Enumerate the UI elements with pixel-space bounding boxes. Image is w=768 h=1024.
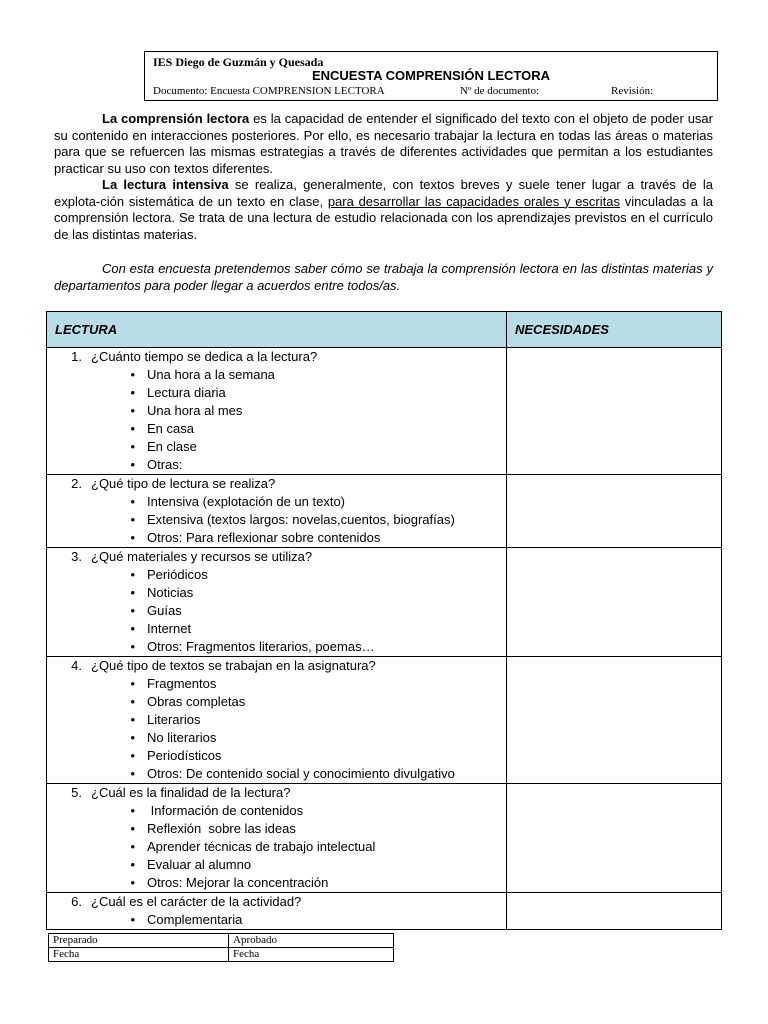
question-cell <box>47 548 507 657</box>
intro-paragraph-2 <box>54 177 713 243</box>
bullet-icon: • <box>130 912 135 927</box>
option-item <box>47 529 506 547</box>
intro-paragraph-3 <box>54 261 713 294</box>
document-title: ENCUESTA COMPRENSIÓN LECTORA <box>311 68 551 83</box>
bullet-icon: • <box>130 712 135 727</box>
option-text: En clase <box>147 439 197 454</box>
option-item <box>47 602 506 620</box>
question-number: 1. <box>71 349 82 364</box>
option-item <box>47 620 506 638</box>
question-number: 4. <box>71 658 82 673</box>
bullet-icon: • <box>130 748 135 763</box>
bullet-icon: • <box>130 603 135 618</box>
bullet-icon: • <box>130 821 135 836</box>
question-row <box>47 657 722 784</box>
option-text: Intensiva (explotación de un texto) <box>147 494 346 509</box>
bullet-icon: • <box>130 694 135 709</box>
bullet-icon: • <box>130 567 135 582</box>
option-text: Internet <box>147 621 192 636</box>
question-number: 3. <box>71 549 82 564</box>
prepared-date-label: Fecha <box>49 948 229 962</box>
bullet-icon: • <box>130 766 135 781</box>
bullet-icon: • <box>130 803 135 818</box>
option-item <box>47 366 506 384</box>
option-item <box>47 729 506 747</box>
option-text: Otras: <box>147 457 183 472</box>
question-cell <box>47 475 507 548</box>
option-text: Literarios <box>147 712 201 727</box>
option-text: Noticias <box>147 585 194 600</box>
intro-p2-underline: para desarrollar las capacidades orales y escritas <box>327 193 620 209</box>
option-text: Periódicos <box>147 567 208 582</box>
option-item <box>47 711 506 729</box>
option-item <box>47 493 506 511</box>
option-item <box>47 693 506 711</box>
question-row <box>47 784 722 893</box>
survey-table <box>46 311 722 930</box>
option-text: Obras completas <box>147 694 246 709</box>
question-text: ¿Qué materiales y recursos se utiliza? <box>91 549 313 564</box>
option-item <box>47 584 506 602</box>
option-text: Aprender técnicas de trabajo intelectual <box>147 839 376 854</box>
option-item <box>47 838 506 856</box>
option-item <box>47 438 506 456</box>
option-text: No literarios <box>147 730 217 745</box>
bullet-icon: • <box>130 530 135 545</box>
necesidades-header: NECESIDADES <box>507 312 722 348</box>
bullet-icon: • <box>130 875 135 890</box>
bullet-icon: • <box>130 512 135 527</box>
question-line <box>47 784 506 802</box>
necesidades-cell[interactable] <box>507 893 722 930</box>
question-number: 5. <box>71 785 82 800</box>
bullet-icon: • <box>130 367 135 382</box>
option-text: Guías <box>147 603 182 618</box>
intro-paragraph-1 <box>54 111 713 177</box>
question-row <box>47 348 722 475</box>
option-item <box>47 747 506 765</box>
option-text: Lectura diaria <box>147 385 226 400</box>
bullet-icon: • <box>130 585 135 600</box>
option-item <box>47 420 506 438</box>
bullet-icon: • <box>130 403 135 418</box>
school-name: IES Diego de Guzmán y Quesada <box>153 55 324 69</box>
approved-label: Aprobado <box>229 934 394 948</box>
question-cell <box>47 784 507 893</box>
question-row <box>47 475 722 548</box>
bullet-icon: • <box>130 730 135 745</box>
document-number-label: Nº de documento: <box>460 85 540 97</box>
option-text: Otros: Fragmentos literarios, poemas… <box>147 639 375 654</box>
bullet-icon: • <box>130 621 135 636</box>
question-number: 6. <box>71 894 82 909</box>
question-line <box>47 475 506 493</box>
option-text: En casa <box>147 421 194 436</box>
option-item <box>47 765 506 783</box>
necesidades-cell[interactable] <box>507 548 722 657</box>
bullet-icon: • <box>130 857 135 872</box>
document-label: Documento: Encuesta COMPRENSION LECTORA <box>153 85 385 97</box>
option-item <box>47 566 506 584</box>
intro-p2-text-a: se realiza, generalmente, con textos breves y suele tener lugar a través de la explota-ción sistemática de un texto en clase, <box>54 177 713 209</box>
option-text: Información de contenidos <box>147 803 304 818</box>
option-text: Una hora al mes <box>147 403 243 418</box>
signoff-table <box>48 933 394 962</box>
bullet-icon: • <box>130 421 135 436</box>
option-text: Fragmentos <box>147 676 217 691</box>
option-text: Otros: Para reflexionar sobre contenidos <box>147 530 381 545</box>
question-text: ¿Qué tipo de textos se trabajan en la asignatura? <box>91 658 376 673</box>
lectura-header: LECTURA <box>47 312 507 348</box>
approved-date-label: Fecha <box>229 948 394 962</box>
question-text: ¿Cuál es la finalidad de la lectura? <box>91 785 291 800</box>
necesidades-cell[interactable] <box>507 475 722 548</box>
bullet-icon: • <box>130 494 135 509</box>
intro-p1-bold: La comprensión lectora <box>102 111 250 126</box>
question-text: ¿Qué tipo de lectura se realiza? <box>91 476 276 491</box>
bullet-icon: • <box>130 839 135 854</box>
question-line <box>47 348 506 366</box>
option-item <box>47 911 506 929</box>
document-header <box>144 51 718 101</box>
question-text: ¿Cuánto tiempo se dedica a la lectura? <box>91 349 318 364</box>
question-row <box>47 893 722 930</box>
option-item <box>47 874 506 892</box>
bullet-icon: • <box>130 676 135 691</box>
prepared-label: Preparado <box>49 934 229 948</box>
necesidades-cell[interactable] <box>507 657 722 784</box>
intro-p3-text: Con esta encuesta pretendemos saber cómo se trabaja la comprensión lectora en las distintas materias y departamentos para poder llegar a acuerdos entre todos/as. <box>54 261 713 293</box>
option-text: Otros: Mejorar la concentración <box>147 875 329 890</box>
option-item <box>47 511 506 529</box>
question-number: 2. <box>71 476 82 491</box>
question-line <box>47 548 506 566</box>
question-row <box>47 548 722 657</box>
option-item <box>47 638 506 656</box>
revision-label: Revisión: <box>611 85 654 97</box>
option-item <box>47 820 506 838</box>
option-text: Complementaria <box>147 912 243 927</box>
question-cell <box>47 893 507 930</box>
option-item <box>47 802 506 820</box>
bullet-icon: • <box>130 385 135 400</box>
intro-p1-text: es la capacidad de entender el significado del texto con el objeto de poder usar su contenido en interacciones posteriores. Por ello, es necesario trabajar la lectura en todas las áreas o materias para que se refuercen las mismas estrategias a través de diferentes actividades que permitan a los estudiantes practicar su uso con textos diferentes. <box>54 111 713 176</box>
question-cell <box>47 348 507 475</box>
bullet-icon: • <box>130 439 135 454</box>
option-text: Extensiva (textos largos: novelas,cuentos, biografías) <box>147 512 455 527</box>
option-text: Otros: De contenido social y conocimiento divulgativo <box>147 766 455 781</box>
option-item <box>47 402 506 420</box>
question-line <box>47 657 506 675</box>
necesidades-cell[interactable] <box>507 784 722 893</box>
intro-p2-bold: La lectura intensiva <box>102 177 229 192</box>
option-item <box>47 384 506 402</box>
option-item <box>47 456 506 474</box>
option-text: Periodísticos <box>147 748 222 763</box>
option-text: Reflexión sobre las ideas <box>147 821 296 836</box>
option-text: Evaluar al alumno <box>147 857 252 872</box>
question-cell <box>47 657 507 784</box>
necesidades-cell[interactable] <box>507 348 722 475</box>
option-item <box>47 856 506 874</box>
option-item <box>47 675 506 693</box>
bullet-icon: • <box>130 457 135 472</box>
question-text: ¿Cuál es el carácter de la actividad? <box>91 894 302 909</box>
option-text: Una hora a la semana <box>147 367 275 382</box>
intro-p2-text-b: vinculadas a la comprensión lectora. Se trata de una lectura de estudio relacionada con los aprendizajes previstos en el currículo de las distintas materias. <box>54 193 713 242</box>
bullet-icon: • <box>130 639 135 654</box>
question-line <box>47 893 506 911</box>
